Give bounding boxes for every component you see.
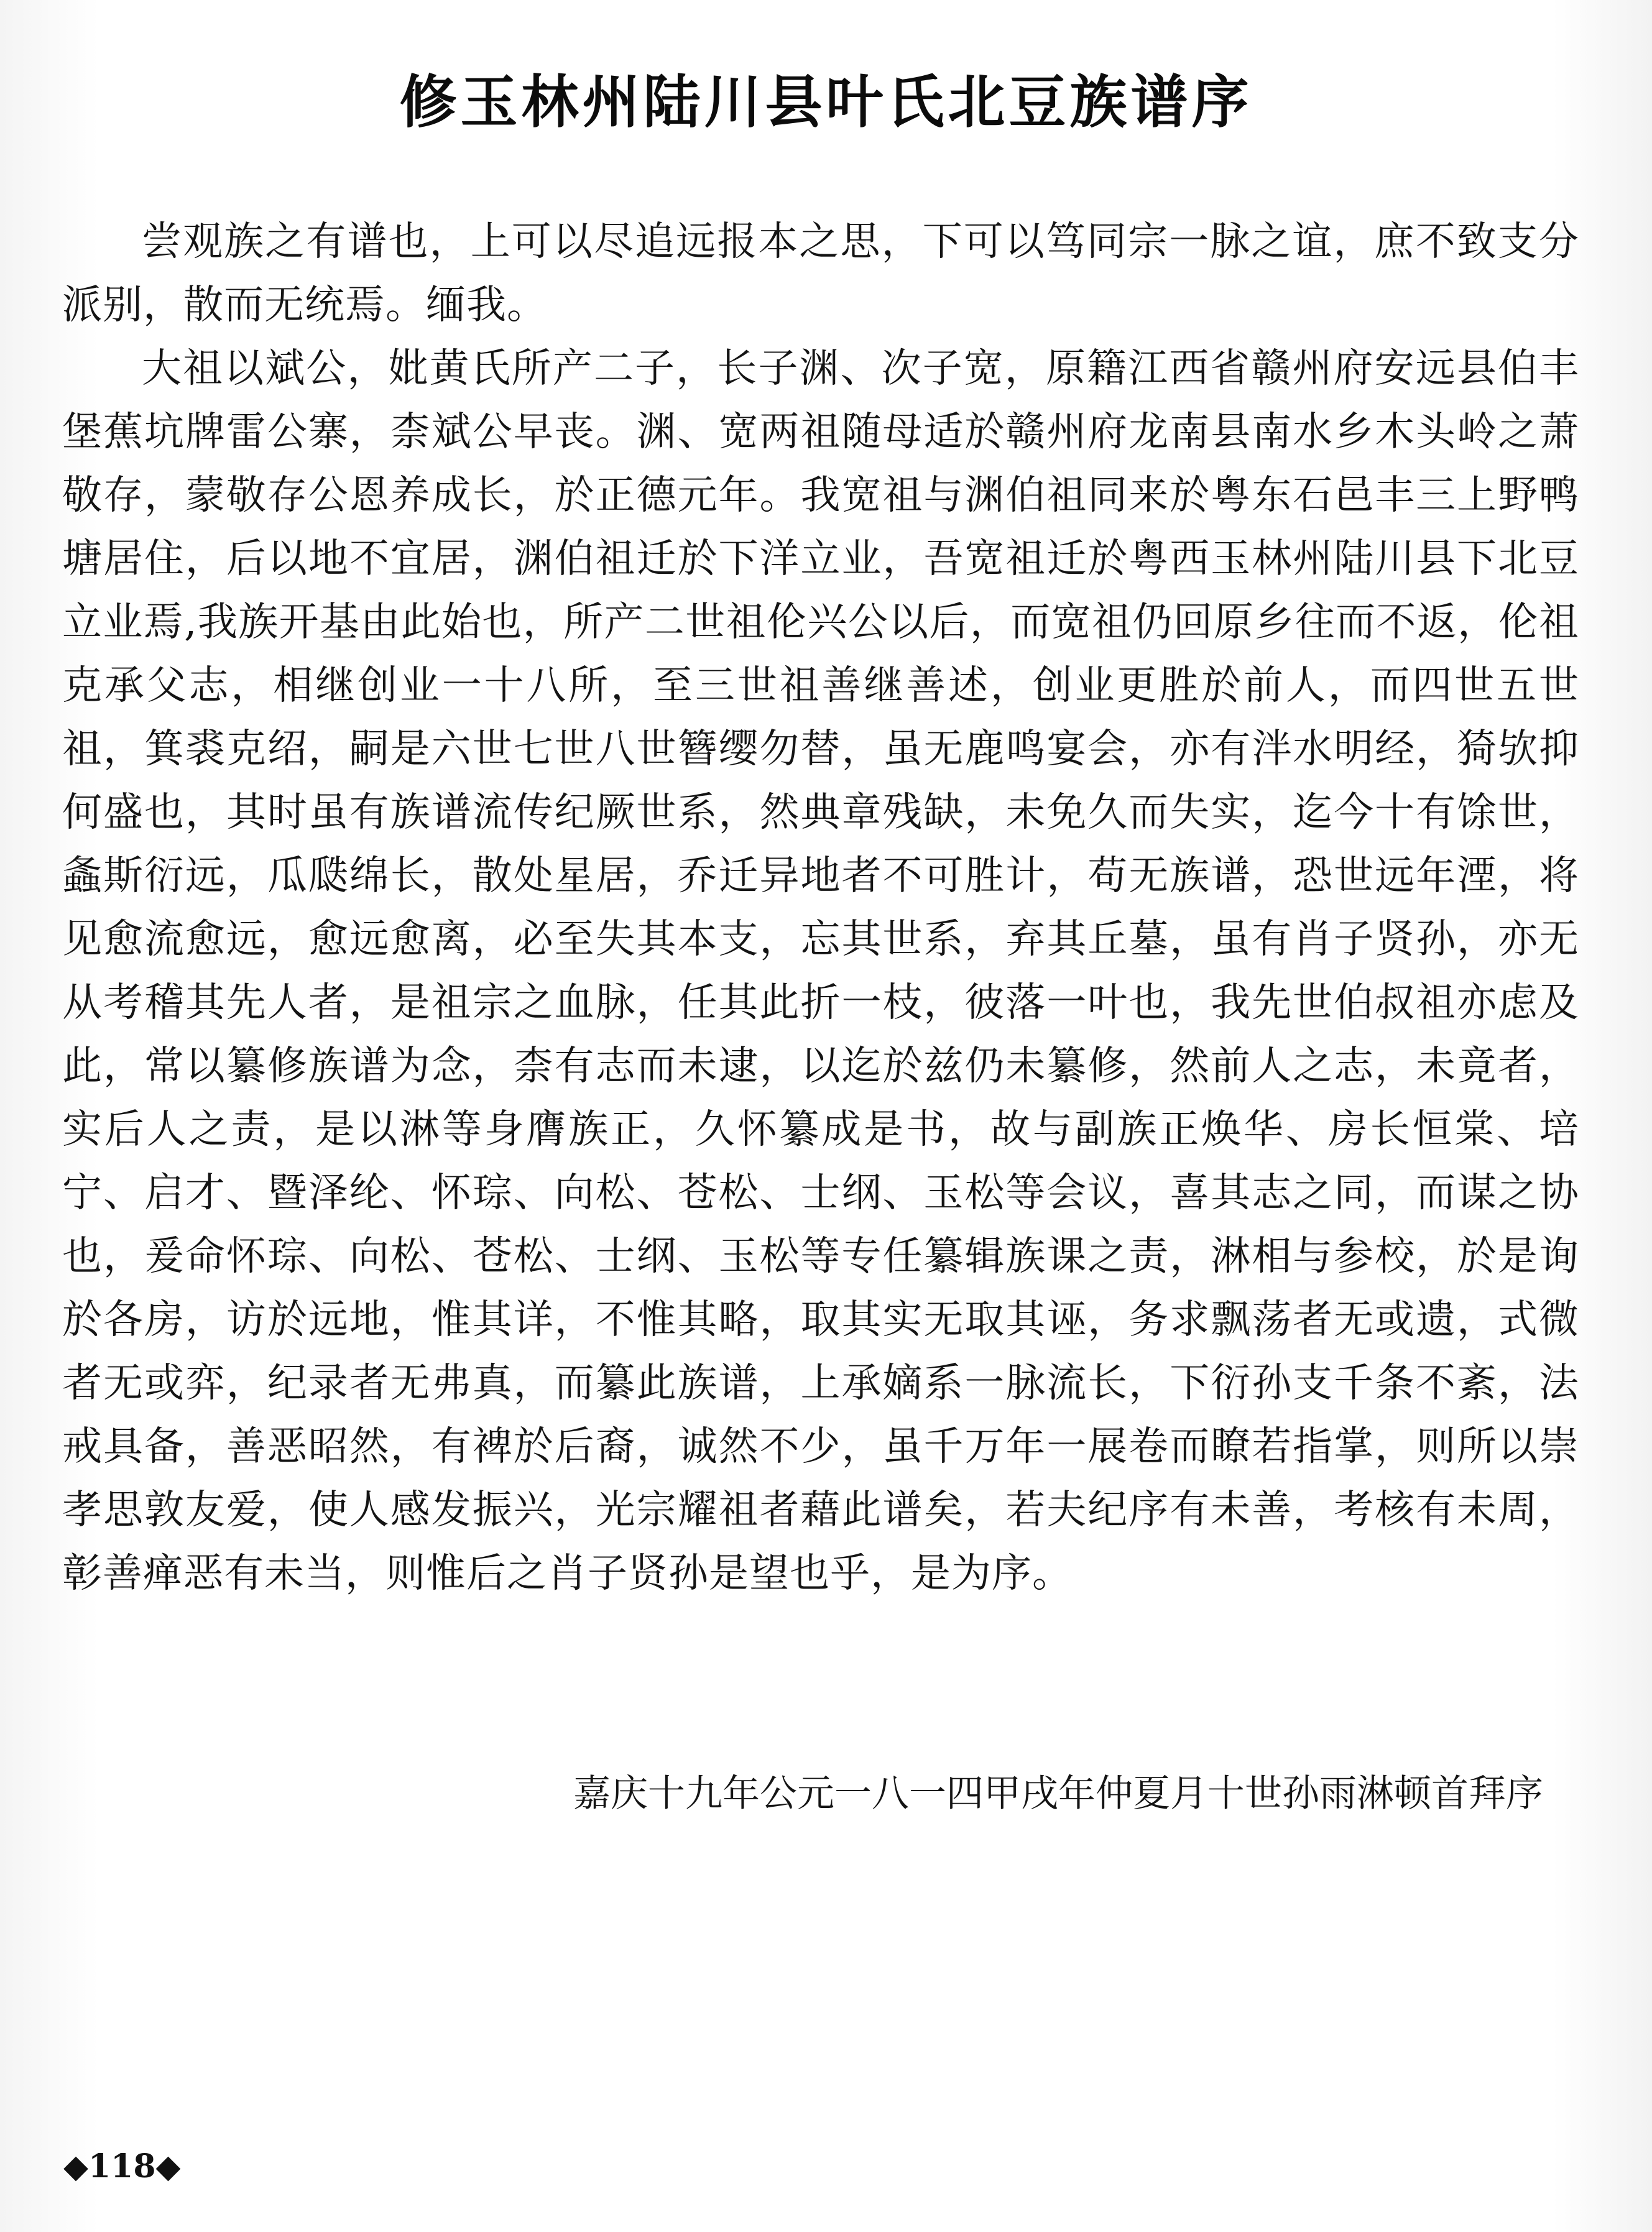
- document-body: [62, 210, 1579, 1605]
- paragraph-1: 尝观族之有谱也，上可以尽追远报本之思，下可以笃同宗一脉之谊，庶不致支分派别，散而无统焉。缅我。: [62, 219, 1579, 328]
- page-number: ◆118◆: [63, 2147, 181, 2185]
- document-title: 修玉林州陆川县叶氏北豆族谱序: [399, 69, 1253, 136]
- paragraph-2: 大祖以斌公，妣黄氏所产二子，长子渊、次子宽，原籍江西省赣州府安远县伯丰堡蕉坑牌雷公寨，柰斌公早丧。渊、宽两祖随母适於赣州府龙南县南水乡木头岭之萧敬存，蒙敬存公恩养成长，於正德元年。我宽祖与渊伯祖同来於粤东石邑丰三上野鸭塘居住，后以地不宜居，渊伯祖迁於下洋立业，吾宽祖迁於粤西玉林州陆川县下北豆立业焉,我族开基由此始也，所产二世祖伦兴公以后，而宽祖仍回原乡往而不返，伦祖克承父志，相继创业一十八所，至三世祖善继善述，创业更胜於前人，而四世五世祖，箕裘克绍，嗣是六世七世八世簪缨勿替，虽无鹿鸣宴会，亦有泮水明经，猗欤抑何盛也，其时虽有族谱流传纪厥世系，然典章残缺，未免久而失实，迄今十有馀世，螽斯衍远，瓜瓞绵长，散处星居，乔迁异地者不可胜计，苟无族谱，恐世远年湮，将见愈流愈远，愈远愈离，必至失其本支，忘其世系，弃其丘墓，虽有肖子贤孙，亦无从考稽其先人者，是祖宗之血脉，任其此折一枝，彼落一叶也，我先世伯叔祖亦虑及此，常以纂修族谱为念，柰有志而未逮，以迄於兹仍未纂修，然前人之志，未竟者，实后人之责，是以淋等身膺族正，久怀纂成是书，故与副族正焕华、房长恒棠、培宁、启才、暨泽纶、怀琮、向松、苍松、士纲、玉松等会议，喜其志之同，而谋之协也，爰命怀琮、向松、苍松、士纲、玉松等专任纂辑族课之责，淋相与参校，於是询於各房，访於远地，惟其详，不惟其略，取其实无取其诬，务求飘荡者无或遗，式微者无或弈，纪录者无弗真，而纂此族谱，上承嫡系一脉流长，下衍孙支千条不紊，法戒具备，善恶昭然，有裨於后裔，诚然不少，虽千万年一展卷而瞭若指掌，则所以崇孝思敦友爱，使人感发振兴，光宗耀祖者藉此谱矣，若夫纪序有未善，考核有未周，彰善瘅恶有未当，则惟后之肖子贤孙是望也乎，是为序。: [62, 346, 1579, 1597]
- signature-line: 嘉庆十九年公元一八一四甲戌年仲夏月十世孙雨淋顿首拜序: [573, 1772, 1543, 1815]
